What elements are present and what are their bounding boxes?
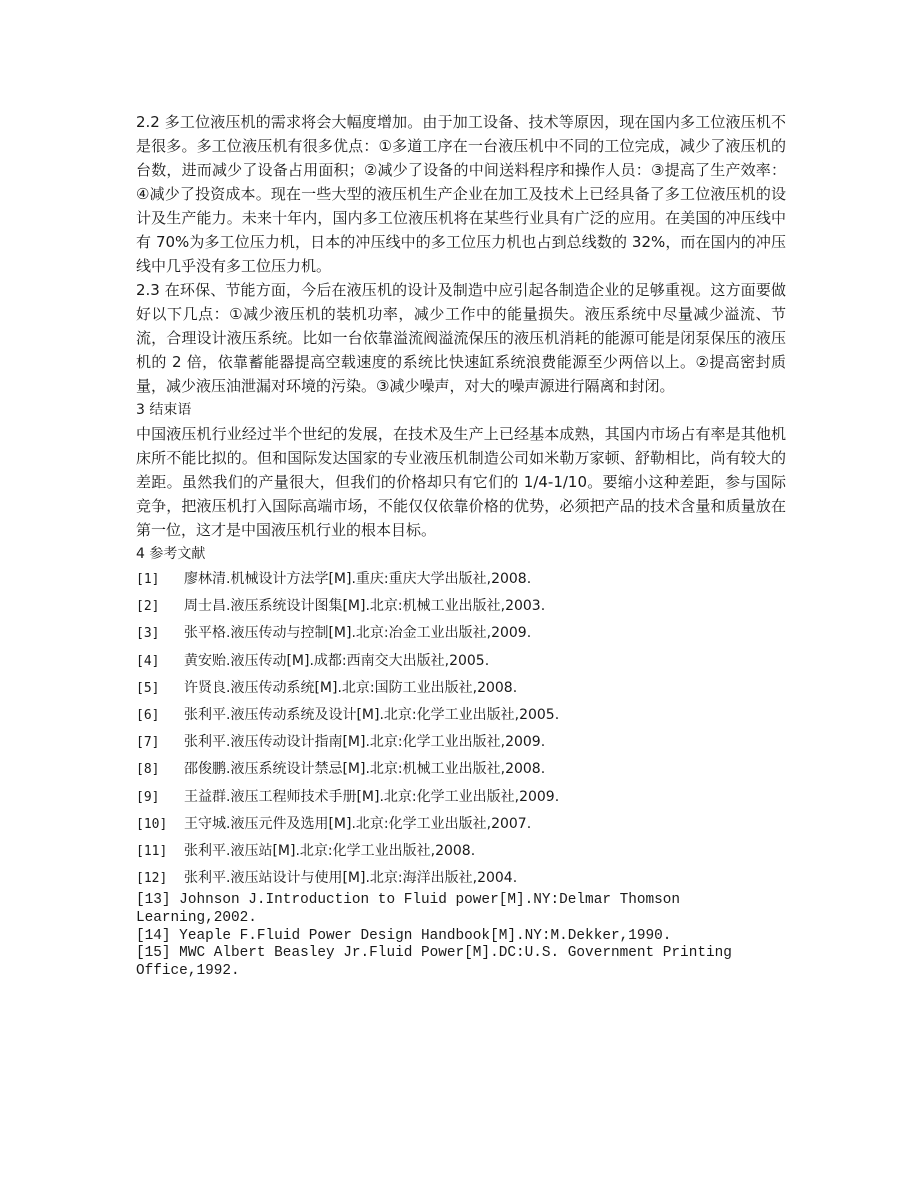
reference-text: 张利平.液压传动设计指南[M].北京:化学工业出版社,2009. (184, 734, 546, 751)
reference-item (136, 702, 786, 729)
reference-number: [1] (136, 572, 160, 587)
english-references-list (136, 892, 786, 980)
reference-number: [3] (136, 626, 160, 642)
reference-item-en: [13] Johnson J.Introduction to Fluid power[M].NY:Delmar Thomson Learning,2002. (136, 892, 689, 927)
reference-item (136, 648, 786, 675)
conclusion-paragraph: 中国液压机行业经过半个世纪的发展，在技术及生产上已经基本成熟，其国内市场占有率是其他机床所不能比拟的。但和国际发达国家的专业液压机制造公司如米勒万家顿、舒勒相比，尚有较大的差距。虽然我们的产量很大，但我们的价格却只有它们的 1/4-1/10。要缩小这种差距，参与国际竞争，把液压机打入国际高端市场，不能仅仅依靠价格的优势，必须把产品的技术含量和质量放在第一位，这才是中国液压机行业的根本目标。 (136, 425, 786, 539)
reference-item-en: [15] MWC Albert Beasley Jr.Fluid Power[M].DC:U.S. Government Printing Office,1992. (136, 945, 741, 979)
reference-item-en: [14] Yeaple F.Fluid Power Design Handbook[M].NY:M.Dekker,1990. (136, 927, 672, 944)
reference-number: [11] (136, 844, 168, 860)
document-page (136, 110, 786, 980)
reference-text: 黄安贻.液压传动[M].成都:西南交大出版社,2005. (184, 652, 490, 669)
reference-item (136, 838, 786, 865)
reference-item (136, 729, 786, 756)
reference-item (136, 620, 786, 647)
reference-item (136, 675, 786, 702)
reference-text: 周士昌.液压系统设计图集[M].北京:机械工业出版社,2003. (184, 598, 546, 615)
reference-text: 张利平.液压站[M].北京:化学工业出版社,2008. (184, 843, 476, 860)
reference-item (136, 811, 786, 838)
reference-number: [4] (136, 653, 160, 669)
reference-item (136, 566, 786, 593)
reference-item (136, 593, 786, 620)
reference-text: 张利平.液压传动系统及设计[M].北京:化学工业出版社,2005. (184, 707, 560, 724)
reference-item (136, 756, 786, 783)
reference-text: 王守城.液压元件及选用[M].北京:化学工业出版社,2007. (184, 815, 532, 832)
section-2-3-paragraph: 2.3 在环保、节能方面，今后在液压机的设计及制造中应引起各制造企业的足够重视。这方面要做好以下几点：①减少液压机的装机功率，减少工作中的能量损失。液压系统中尽量减少溢流、节流，合理设计液压系统。比如一台依靠溢流阀溢流保压的液压机消耗的能源可能是闭泵保压的液压机的 2 倍，依靠蓄能器提高空载速度的系统比快速缸系统浪费能源至少两倍以上。②提高密封质量，减少液压油泄漏对环境的污染。③减少噪声，对大的噪声源进行隔离和封闭。 (136, 281, 786, 395)
reference-text: 廖林清.机械设计方法学[M].重庆:重庆大学出版社,2008. (184, 571, 532, 587)
references-list (136, 566, 786, 892)
reference-text: 邵俊鹏.液压系统设计禁忌[M].北京:机械工业出版社,2008. (184, 761, 546, 778)
reference-number: [8] (136, 762, 160, 778)
reference-number: [2] (136, 599, 160, 615)
reference-item (136, 784, 786, 811)
reference-text: 张利平.液压站设计与使用[M].北京:海洋出版社,2004. (184, 870, 518, 887)
reference-text: 张平格.液压传动与控制[M].北京:冶金工业出版社,2009. (184, 625, 532, 642)
reference-number: [5] (136, 680, 160, 696)
reference-number: [9] (136, 789, 160, 805)
reference-number: [6] (136, 708, 160, 724)
reference-text: 王益群.液压工程师技术手册[M].北京:化学工业出版社,2009. (184, 788, 560, 805)
reference-text: 许贤良.液压传动系统[M].北京:国防工业出版社,2008. (184, 679, 518, 696)
reference-item (136, 865, 786, 892)
conclusion-heading: 3 结束语 (136, 402, 192, 418)
references-heading: 4 参考文献 (136, 546, 206, 562)
reference-number: [12] (136, 871, 168, 887)
reference-number: [10] (136, 816, 168, 832)
section-2-2-paragraph: 2.2 多工位液压机的需求将会大幅度增加。由于加工设备、技术等原因，现在国内多工位液压机不是很多。多工位液压机有很多优点：①多道工序在一台液压机中不同的工位完成，减少了液压机的台数，进而减少了设备占用面积；②减少了设备的中间送料程序和操作人员：③提高了生产效率：④减少了投资成本。现在一些大型的液压机生产企业在加工及技术上已经具备了多工位液压机的设计及生产能力。未来十年内，国内多工位液压机将在某些行业具有广泛的应用。在美国的冲压线中有 70%为多工位压力机，日本的冲压线中的多工位压力机也占到总线数的 32%，而在国内的冲压线中几乎没有多工位压力机。 (136, 113, 786, 275)
reference-number: [7] (136, 735, 160, 751)
